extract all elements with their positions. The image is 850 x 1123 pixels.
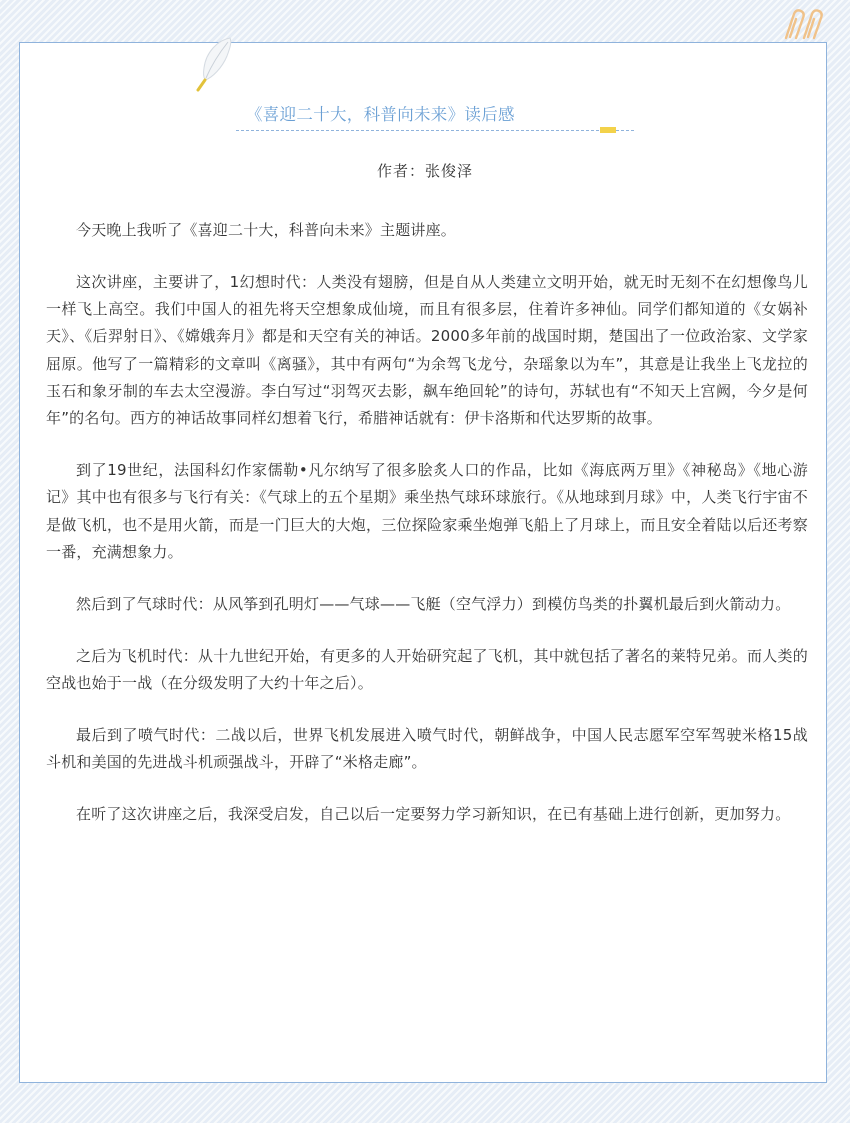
- article-author: 作者：张俊泽: [376, 162, 473, 180]
- paragraph-jet-era: 最后到了喷气时代：二战以后，世界飞机发展进入喷气时代，朝鲜战争，中国人民志愿军空军驾驶米格15战斗机和美国的先进战斗机顽强战斗，开辟了“米格走廊”。: [46, 725, 808, 771]
- article-body: [46, 217, 808, 853]
- feather-icon: [190, 34, 236, 94]
- paragraph-airplane-era: 之后为飞机时代：从十九世纪开始，有更多的人开始研究起了飞机，其中就包括了著名的莱特兄弟。而人类的空战也始于一战（在分级发明了大约十年之后）。: [46, 646, 808, 692]
- paragraph-verne: 到了19世纪，法国科幻作家儒勒•凡尔纳写了很多脍炙人口的作品，比如《海底两万里》《神秘岛》《地心游记》其中也有很多与飞行有关：《气球上的五个星期》乘坐热气球环球旅行。《从地球到月球》中，人类飞行宇宙不是做飞机，也不是用火箭，而是一门巨大的大炮，三位探险家乘坐炮弹飞船上了月球上，而且安全着陆以后还考察一番，充满想象力。: [46, 461, 808, 561]
- title-highlight-mark: [600, 127, 616, 133]
- article-title: 《喜迎二十大，科普向未来》读后感: [246, 105, 515, 124]
- title-underline: [236, 130, 634, 131]
- paperclip-icon: [776, 8, 828, 42]
- paragraph-intro: 今天晚上我听了《喜迎二十大，科普向未来》主题讲座。: [76, 221, 457, 239]
- paragraph-conclusion: 在听了这次讲座之后，我深受启发，自己以后一定要努力学习新知识，在已有基础上进行创新，更加努力。: [76, 804, 791, 823]
- paragraph-fantasy-era: 这次讲座，主要讲了，1幻想时代：人类没有翅膀，但是自从人类建立文明开始，就无时无刻不在幻想像鸟儿一样飞上高空。我们中国人的祖先将天空想象成仙境，而且有很多层，住着许多神仙。同学们都知道的《女娲补天》、《后羿射日》、《嫦娥奔月》都是和天空有关的神话。2000多年前的战国时期，楚国出了一位政治家、文学家屈原。他写了一篇精彩的文章叫《离骚》，其中有两句“为余驾飞龙兮，杂瑶象以为车”，其意是让我坐上飞龙拉的玉石和象牙制的车去太空漫游。李白写过“羽驾灭去影，飙车绝回轮”的诗句，苏轼也有“不知天上宫阙，今夕是何年”的名句。西方的神话故事同样幻想着飞行，希腊神话就有：伊卡洛斯和代达罗斯的故事。: [46, 272, 808, 428]
- paragraph-balloon-era: 然后到了气球时代：从风筝到孔明灯——气球——飞艇（空气浮力）到模仿鸟类的扑翼机最后到火箭动力。: [76, 594, 791, 613]
